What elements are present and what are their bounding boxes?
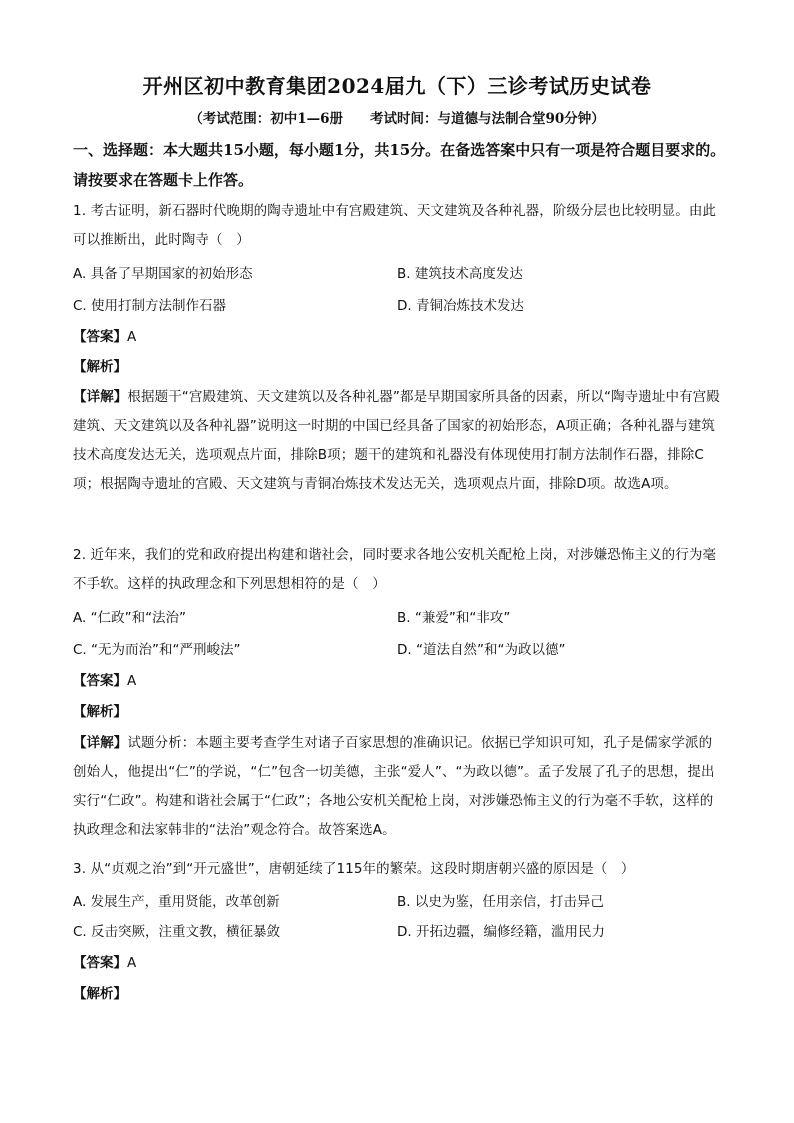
question-1-detail xyxy=(73,383,723,499)
section-heading: 一、选择题：本大题共15小题，每小题1分，共15分。在备选答案中只有一项是符合题目要求的。请按要求在答题卡上作答。 xyxy=(73,141,726,189)
answer-value: A xyxy=(127,955,137,971)
question-1-option-b: B. 建筑技术高度发达 xyxy=(397,266,523,282)
question-3-option-c: C. 反击突厥，注重文教，横征暴敛 xyxy=(73,924,281,940)
question-1-option-a: A. 具备了早期国家的初始形态 xyxy=(73,266,253,282)
answer-label: 【答案】 xyxy=(73,673,127,689)
answer-value: A xyxy=(127,329,137,345)
question-1-stem: 1. 考古证明，新石器时代晚期的陶寺遗址中有宫殿建筑、天文建筑及各种礼器，阶级分层也比较明显。由此可以推断出，此时陶寺（ ） xyxy=(73,203,717,248)
question-3-stem: 3. 从“贞观之治”到“开元盛世”，唐朝延续了115年的繁荣。这段时期唐朝兴盛的原因是（ ） xyxy=(73,861,635,877)
question-2-option-a: A. “仁政”和“法治” xyxy=(73,610,187,626)
answer-value: A xyxy=(127,673,137,689)
question-1-analysis-label: 【解析】 xyxy=(73,359,127,375)
detail-text: 试题分析：本题主要考查学生对诸子百家思想的准确识记。依据已学知识可知，孔子是儒家学派的创始人，他提出“仁”的学说，“仁”包含一切美德，主张“爱人”、“为政以德”。孟子发展了孔子的思想，提出实行“仁政”。构建和谐社会属于“仁政”；各地公安机关配枪上岗，对涉嫌恐怖主义的行为毫不手软，这样的执政理念和法家韩非的“法治”观念符合。故答案选A。 xyxy=(73,735,715,838)
question-3-option-a: A. 发展生产，重用贤能，改革创新 xyxy=(73,894,280,910)
question-1-option-c: C. 使用打制方法制作石器 xyxy=(73,298,227,314)
question-2-detail xyxy=(73,729,723,845)
question-2-option-b: B. “兼爱”和“非攻” xyxy=(397,610,511,626)
question-3-analysis-label: 【解析】 xyxy=(73,986,127,1002)
detail-text: 根据题干“宫殿建筑、天文建筑以及各种礼器”都是早期国家所具备的因素，所以“陶寺遗址中有宫殿建筑、天文建筑以及各种礼器”说明这一时期的中国已经具备了国家的初始形态，A项正确；各种礼器与建筑技术高度发达无关，选项观点片面，排除B项；题干的建筑和礼器没有体现使用打制方法制作石器，排除C项；根据陶寺遗址的宫殿、天文建筑与青铜冶炼技术发达无关，选项观点片面，排除D项。故选A项。 xyxy=(73,389,720,492)
question-2-answer xyxy=(73,669,136,689)
question-3-option-b: B. 以史为鉴，任用亲信，打击异己 xyxy=(397,894,604,910)
question-2-option-d: D. “道法自然”和“为政以德” xyxy=(397,642,566,658)
question-1-option-d: D. 青铜冶炼技术发达 xyxy=(397,298,524,314)
exam-scope-subtitle: （考试范围：初中1—6册 考试时间：与道德与法制合堂90分钟） xyxy=(189,111,605,127)
question-1-answer xyxy=(73,325,136,345)
page-title: 开州区初中教育集团2024届九（下）三诊考试历史试卷 xyxy=(142,74,652,98)
answer-label: 【答案】 xyxy=(73,329,127,345)
question-2-analysis-label: 【解析】 xyxy=(73,704,127,720)
question-2-option-c: C. “无为而治”和“严刑峻法” xyxy=(73,642,241,658)
detail-label: 【详解】 xyxy=(73,389,128,405)
question-3-option-d: D. 开拓边疆，编修经籍，滥用民力 xyxy=(397,924,605,940)
detail-label: 【详解】 xyxy=(73,735,128,751)
answer-label: 【答案】 xyxy=(73,955,127,971)
question-2-stem: 2. 近年来，我们的党和政府提出构建和谐社会，同时要求各地公安机关配枪上岗，对涉嫌恐怖主义的行为毫不手软。这样的执政理念和下列思想相符的是（ ） xyxy=(73,547,717,592)
question-3-answer xyxy=(73,951,136,971)
